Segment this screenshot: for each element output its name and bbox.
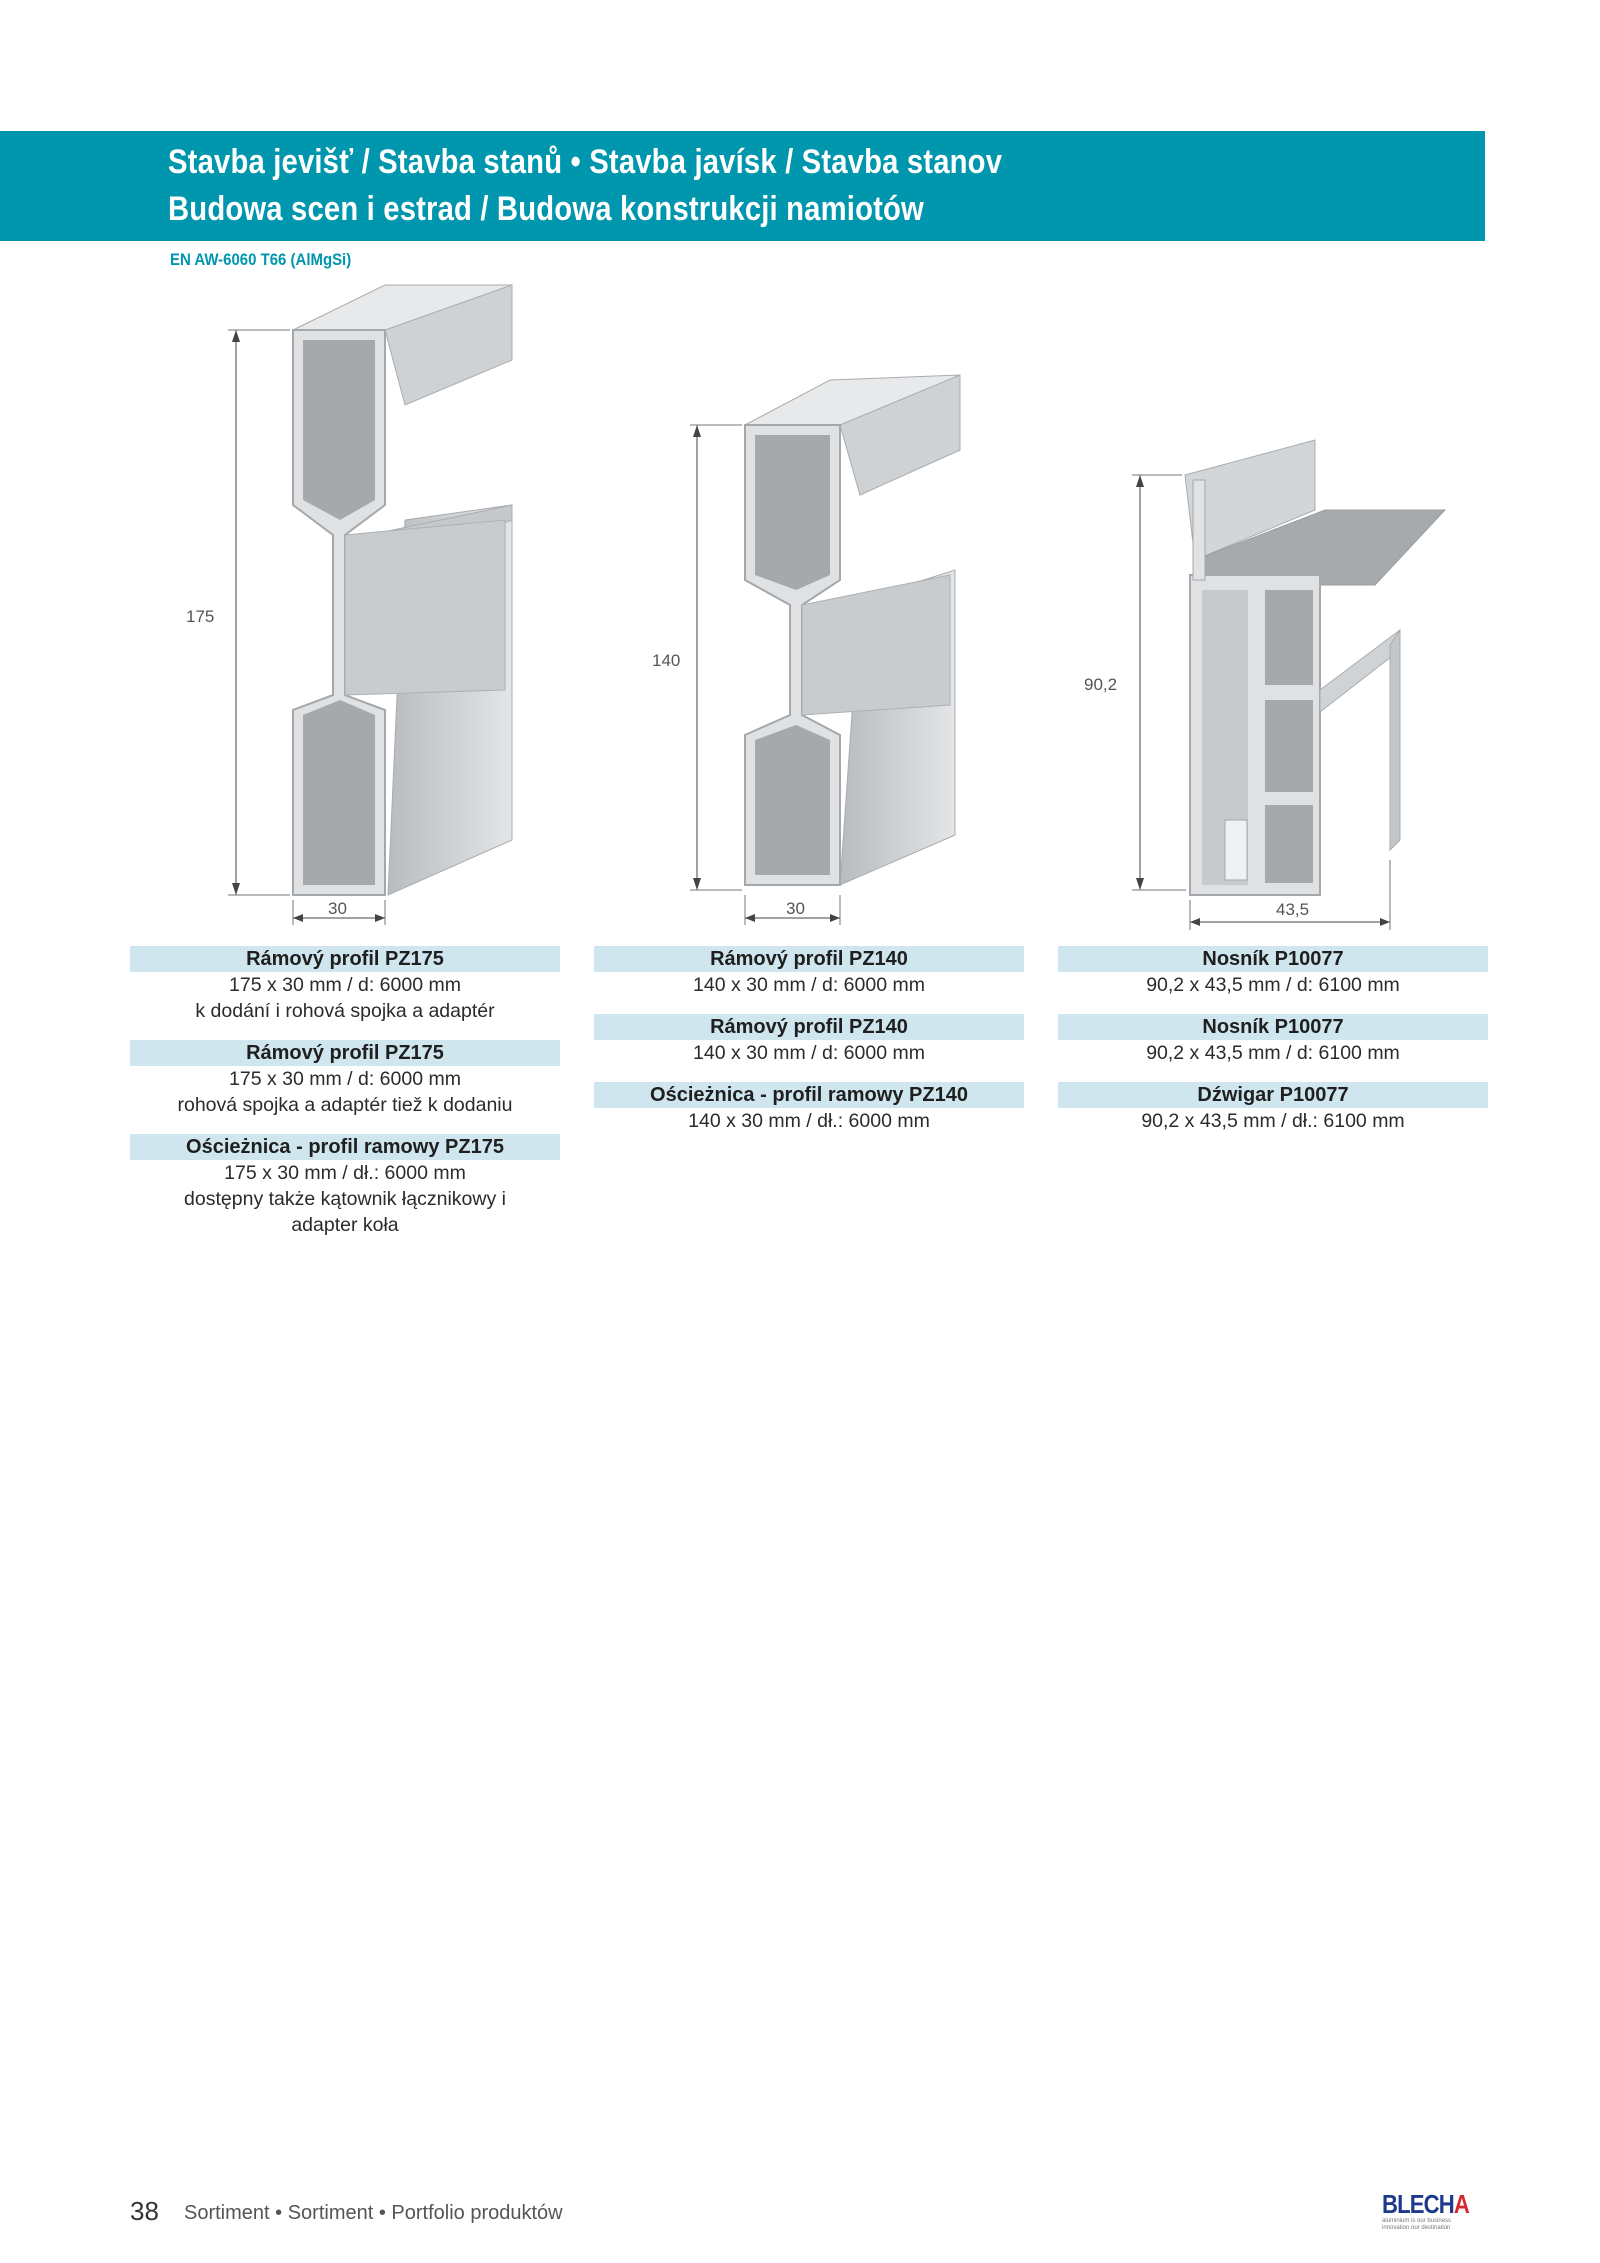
logo-tagline-1: aluminium is our business — [1382, 2218, 1452, 2224]
product-title: Ościeżnica - profil ramowy PZ140 — [594, 1082, 1024, 1108]
product-spec: 175 x 30 mm / d: 6000 mm — [229, 974, 461, 996]
product-spec: 90,2 x 43,5 mm / d: 6100 mm — [1146, 1042, 1400, 1064]
product-title: Nosník P10077 — [1058, 946, 1488, 972]
product-title: Rámový profil PZ140 — [594, 1014, 1024, 1040]
company-logo — [1382, 2190, 1486, 2234]
page-number: 38 — [130, 2196, 159, 2226]
width-label: 30 — [786, 899, 805, 918]
profile-drawing-pz140 — [640, 360, 980, 930]
width-label: 43,5 — [1276, 900, 1310, 919]
material-spec: EN AW-6060 T66 (AlMgSi) — [170, 250, 352, 269]
product-title: Nosník P10077 — [1058, 1014, 1488, 1040]
profile-drawing-p10077 — [1075, 430, 1475, 930]
page-title-line-2: Budowa scen i estrad / Budowa konstrukcji namiotów — [168, 190, 924, 228]
product-spec: 140 x 30 mm / dł.: 6000 mm — [688, 1110, 930, 1132]
product-entry — [130, 946, 560, 1024]
page-title-line-1: Stavba jevišť / Stavba stanů • Stavba javísk / Stavba stanov — [168, 143, 1003, 181]
height-label: 90,2 — [1084, 675, 1118, 694]
height-label: 140 — [652, 651, 681, 670]
product-title: Ościeżnica - profil ramowy PZ175 — [130, 1134, 560, 1160]
product-title: Rámový profil PZ175 — [130, 1040, 560, 1066]
profile-drawing-pz175 — [150, 270, 550, 930]
product-entry — [594, 1014, 1024, 1066]
product-title: Dźwigar P10077 — [1058, 1082, 1488, 1108]
width-label: 30 — [328, 899, 347, 918]
product-entry — [1058, 1082, 1488, 1134]
product-spec: 90,2 x 43,5 mm / dł.: 6100 mm — [1141, 1110, 1405, 1132]
product-note: rohová spojka a adaptér tiež k dodaniu — [177, 1094, 513, 1116]
product-column-1 — [130, 946, 560, 1254]
product-entry — [1058, 1014, 1488, 1066]
product-title: Rámový profil PZ175 — [130, 946, 560, 972]
product-entry — [130, 1040, 560, 1118]
product-spec: 140 x 30 mm / d: 6000 mm — [693, 1042, 925, 1064]
product-note: dostępny także kątownik łącznikowy i — [184, 1188, 506, 1210]
product-title: Rámový profil PZ140 — [594, 946, 1024, 972]
product-spec: 140 x 30 mm / d: 6000 mm — [693, 974, 925, 996]
footer-text: Sortiment • Sortiment • Portfolio produktów — [184, 2202, 563, 2224]
product-note: adapter koła — [291, 1214, 399, 1236]
product-spec: 175 x 30 mm / dł.: 6000 mm — [224, 1162, 466, 1184]
logo-tagline-2: innovation our destination — [1382, 2225, 1451, 2231]
product-column-3 — [1058, 946, 1488, 1150]
logo-main: BLECH — [1382, 2189, 1454, 2219]
product-entry — [594, 1082, 1024, 1134]
product-entry — [594, 946, 1024, 998]
product-spec: 175 x 30 mm / d: 6000 mm — [229, 1068, 461, 1090]
product-entry — [1058, 946, 1488, 998]
product-spec: 90,2 x 43,5 mm / d: 6100 mm — [1146, 974, 1400, 996]
logo-accent: A — [1453, 2189, 1469, 2219]
product-note: k dodání i rohová spojka a adaptér — [195, 1000, 495, 1022]
height-label: 175 — [186, 607, 215, 626]
product-column-2 — [594, 946, 1024, 1150]
product-entry — [130, 1134, 560, 1238]
logo-wordmark — [1382, 2190, 1470, 2218]
